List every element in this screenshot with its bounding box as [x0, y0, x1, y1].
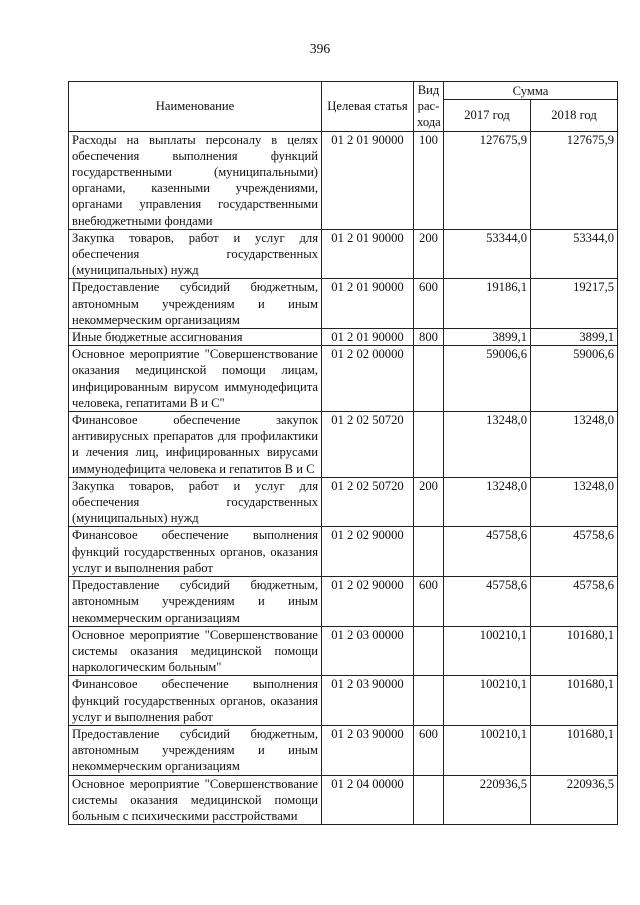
table-row [69, 131, 618, 229]
row-amount-2017: 3899,1 [444, 329, 531, 346]
header-kind: Вид рас-хода [414, 82, 444, 132]
row-amount-2017: 13248,0 [444, 477, 531, 527]
table-row [69, 775, 618, 825]
page-bottom-margin [68, 848, 620, 905]
row-kind [414, 676, 444, 726]
row-target-code: 01 2 01 90000 [322, 229, 414, 279]
row-target-code: 01 2 03 90000 [322, 676, 414, 726]
row-name: Финансовое обеспечение закупок антивирусных препаратов для профилактики и лечения лиц, инфицированных вирусами иммунодефицита человека и гепатитов B и C [69, 412, 322, 478]
row-amount-2017: 100210,1 [444, 676, 531, 726]
table-row [69, 527, 618, 577]
row-amount-2018: 101680,1 [531, 725, 618, 775]
row-target-code: 01 2 02 50720 [322, 412, 414, 478]
row-target-code: 01 2 03 00000 [322, 626, 414, 676]
row-name: Финансовое обеспечение выполнения функций государственных органов, оказания услуг и выполнения работ [69, 527, 322, 577]
row-name: Расходы на выплаты персоналу в целях обеспечения выполнения функций государственными (муниципальными) органами, казенными учреждениями, органами управления государственными внебюджетными фондами [69, 131, 322, 229]
row-amount-2018: 101680,1 [531, 676, 618, 726]
row-name: Закупка товаров, работ и услуг для обеспечения государственных (муниципальных) нужд [69, 477, 322, 527]
row-kind: 100 [414, 131, 444, 229]
table-row [69, 577, 618, 627]
row-amount-2017: 100210,1 [444, 725, 531, 775]
row-kind [414, 527, 444, 577]
row-target-code: 01 2 01 90000 [322, 329, 414, 346]
row-name: Основное мероприятие "Совершенствование системы оказания медицинской помощи больным с психическими расстройствами [69, 775, 322, 825]
row-target-code: 01 2 01 90000 [322, 279, 414, 329]
row-name: Основное мероприятие "Совершенствование оказания медицинской помощи лицам, инфицированным вирусом иммунодефицита человека, гепатитами B и C" [69, 346, 322, 412]
row-target-code: 01 2 02 00000 [322, 346, 414, 412]
row-amount-2018: 19217,5 [531, 279, 618, 329]
row-target-code: 01 2 01 90000 [322, 131, 414, 229]
header-target: Целевая статья [322, 82, 414, 132]
row-kind: 600 [414, 279, 444, 329]
row-amount-2017: 19186,1 [444, 279, 531, 329]
row-amount-2018: 45758,6 [531, 577, 618, 627]
row-target-code: 01 2 02 90000 [322, 577, 414, 627]
table-header [69, 82, 618, 132]
row-amount-2017: 100210,1 [444, 626, 531, 676]
table-row [69, 229, 618, 279]
table-row [69, 279, 618, 329]
row-amount-2018: 13248,0 [531, 477, 618, 527]
row-kind: 600 [414, 725, 444, 775]
row-amount-2018: 220936,5 [531, 775, 618, 825]
row-amount-2018: 101680,1 [531, 626, 618, 676]
table-row [69, 676, 618, 726]
row-kind: 200 [414, 229, 444, 279]
row-kind: 800 [414, 329, 444, 346]
row-amount-2017: 220936,5 [444, 775, 531, 825]
row-amount-2018: 3899,1 [531, 329, 618, 346]
row-target-code: 01 2 02 50720 [322, 477, 414, 527]
row-amount-2017: 45758,6 [444, 577, 531, 627]
table-row [69, 329, 618, 346]
table-row [69, 477, 618, 527]
row-kind [414, 775, 444, 825]
row-name: Иные бюджетные ассигнования [69, 329, 322, 346]
row-kind [414, 626, 444, 676]
row-target-code: 01 2 03 90000 [322, 725, 414, 775]
header-year-2017: 2017 год [444, 100, 531, 131]
row-kind [414, 346, 444, 412]
row-amount-2017: 13248,0 [444, 412, 531, 478]
header-sum: Сумма [444, 82, 618, 100]
header-year-2018: 2018 год [531, 100, 618, 131]
row-kind [414, 412, 444, 478]
row-amount-2017: 127675,9 [444, 131, 531, 229]
table-body [69, 131, 618, 825]
table-row [69, 626, 618, 676]
row-name: Предоставление субсидий бюджетным, автономным учреждениям и иным некоммерческим организациям [69, 577, 322, 627]
row-amount-2017: 45758,6 [444, 527, 531, 577]
table-row [69, 412, 618, 478]
row-amount-2018: 53344,0 [531, 229, 618, 279]
row-amount-2018: 127675,9 [531, 131, 618, 229]
table-row [69, 346, 618, 412]
row-amount-2018: 45758,6 [531, 527, 618, 577]
budget-table [68, 81, 618, 825]
row-name: Предоставление субсидий бюджетным, автономным учреждениям и иным некоммерческим организациям [69, 725, 322, 775]
row-target-code: 01 2 04 00000 [322, 775, 414, 825]
page-number: 396 [309, 41, 331, 56]
row-kind: 200 [414, 477, 444, 527]
row-target-code: 01 2 02 90000 [322, 527, 414, 577]
table-row [69, 725, 618, 775]
row-amount-2018: 59006,6 [531, 346, 618, 412]
row-amount-2018: 13248,0 [531, 412, 618, 478]
row-amount-2017: 53344,0 [444, 229, 531, 279]
row-name: Предоставление субсидий бюджетным, автономным учреждениям и иным некоммерческим организациям [69, 279, 322, 329]
header-name: Наименование [69, 82, 322, 132]
row-name: Финансовое обеспечение выполнения функций государственных органов, оказания услуг и выполнения работ [69, 676, 322, 726]
row-kind: 600 [414, 577, 444, 627]
row-name: Основное мероприятие "Совершенствование системы оказания медицинской помощи наркологическим больным" [69, 626, 322, 676]
row-amount-2017: 59006,6 [444, 346, 531, 412]
row-name: Закупка товаров, работ и услуг для обеспечения государственных (муниципальных) нужд [69, 229, 322, 279]
